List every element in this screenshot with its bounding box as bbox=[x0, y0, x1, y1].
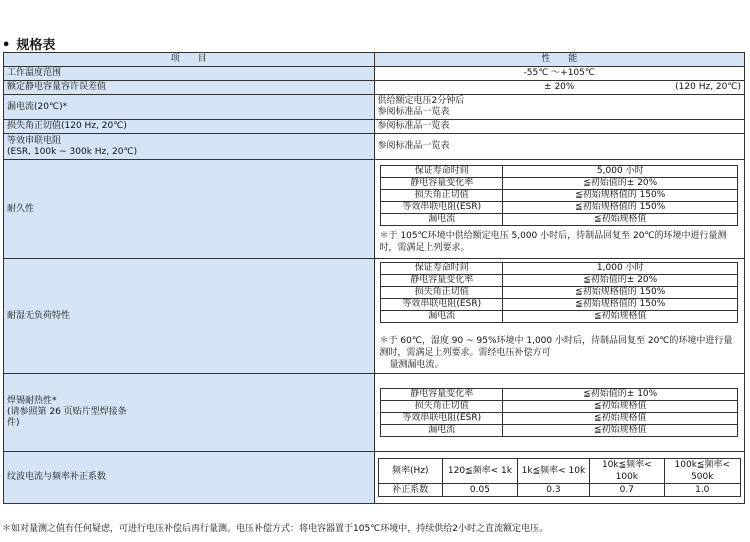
humidity-key: 等效串联电阻(ESR) bbox=[381, 298, 503, 310]
row-temp bbox=[4, 67, 745, 81]
endurance-key: 静电容量变化率 bbox=[381, 177, 503, 189]
ripple-table bbox=[378, 458, 742, 497]
bullet-icon: • bbox=[2, 38, 11, 53]
solder-value: ≦初始值的± 10% bbox=[503, 389, 738, 401]
solder-value: ≦初始规格值 bbox=[503, 413, 738, 425]
row-ripple bbox=[4, 452, 745, 504]
tolerance-value: ± 20% bbox=[544, 82, 575, 92]
solder-label-line2: (请参照第 26 页贴片型焊接条 bbox=[7, 407, 127, 417]
humidity-row bbox=[381, 310, 738, 322]
humidity-value: ≦初始规格值的 150% bbox=[503, 298, 738, 310]
row-leakage bbox=[4, 95, 745, 120]
esr-label-line1: 等效串联电阻 bbox=[7, 135, 62, 146]
humidity-table bbox=[380, 262, 738, 323]
tan-value: 参阅标准品一览表 bbox=[374, 120, 745, 134]
row-tan bbox=[4, 120, 745, 134]
endurance-row bbox=[381, 165, 738, 177]
humidity-cell bbox=[374, 259, 745, 374]
humidity-row bbox=[381, 274, 738, 286]
row-humidity bbox=[4, 259, 745, 374]
humidity-note-line2: 量测漏电流。 bbox=[389, 359, 444, 370]
esr-value: 参阅标准品一览表 bbox=[374, 134, 745, 160]
humidity-label: 耐湿无负荷特性 bbox=[4, 259, 375, 374]
temp-value: -55℃ ～+105℃ bbox=[374, 67, 745, 81]
solder-row bbox=[381, 413, 738, 425]
ripple-cell bbox=[374, 452, 745, 504]
ripple-freq-row bbox=[378, 459, 741, 484]
header-item: 项 目 bbox=[4, 53, 375, 67]
humidity-value: ≦初始规格值的 150% bbox=[503, 286, 738, 298]
section-title-text: 规格表 bbox=[16, 38, 56, 53]
ripple-freq-cell: 100k≦频率< 500k bbox=[664, 459, 740, 484]
endurance-key: 损失角正切值 bbox=[381, 189, 503, 201]
endurance-row bbox=[381, 189, 738, 201]
solder-value: ≦初始规格值 bbox=[503, 425, 738, 437]
solder-label-line1: 焊锡耐热性* bbox=[7, 396, 57, 406]
solder-key: 损失角正切值 bbox=[381, 401, 503, 413]
leakage-cell bbox=[374, 95, 745, 120]
endurance-table bbox=[380, 165, 738, 226]
solder-cell bbox=[374, 374, 745, 452]
humidity-value: 1,000 小时 bbox=[503, 262, 738, 274]
solder-key: 漏电流 bbox=[381, 425, 503, 437]
endurance-key: 等效串联电阻(ESR) bbox=[381, 201, 503, 213]
solder-row bbox=[381, 389, 738, 401]
endurance-value: ≦初始规格值的 150% bbox=[503, 189, 738, 201]
humidity-key: 静电容量变化率 bbox=[381, 274, 503, 286]
endurance-cell bbox=[374, 160, 745, 259]
ripple-coef-cell: 0.3 bbox=[517, 484, 589, 497]
header-performance: 性 能 bbox=[374, 53, 745, 67]
tolerance-cell bbox=[374, 81, 745, 95]
spec-table bbox=[3, 52, 745, 504]
esr-label bbox=[4, 134, 375, 160]
ripple-coef-cell: 0.05 bbox=[443, 484, 518, 497]
esr-label-line2: (ESR, 100k ~ 300k Hz, 20℃) bbox=[7, 146, 138, 157]
endurance-value: ≦初始规格值的 150% bbox=[503, 201, 738, 213]
row-tolerance bbox=[4, 81, 745, 95]
solder-value: ≦初始规格值 bbox=[503, 401, 738, 413]
endurance-value: ≦初始值的± 20% bbox=[503, 177, 738, 189]
solder-label-line3: 件) bbox=[7, 418, 20, 428]
ripple-coef-label: 补正系数 bbox=[378, 484, 443, 497]
ripple-coef-cell: 0.7 bbox=[590, 484, 664, 497]
ripple-freq-label: 频率(Hz) bbox=[378, 459, 443, 484]
humidity-note bbox=[378, 335, 742, 371]
solder-row bbox=[381, 401, 738, 413]
humidity-row bbox=[381, 262, 738, 274]
endurance-row bbox=[381, 213, 738, 225]
endurance-row bbox=[381, 177, 738, 189]
endurance-note: ＊于 105℃环境中供给额定电压 5,000 小时后，待制品回复至 20℃的环境中进行量测时，需满足上列要求。 bbox=[379, 230, 727, 253]
solder-table bbox=[380, 388, 738, 437]
solder-key: 等效串联电阻(ESR) bbox=[381, 413, 503, 425]
humidity-note-line1: ＊于 60℃，湿度 90 ~ 95%环境中 1,000 小时后，待制品回复至 20℃的环境中进行量测时，需满足上列要求。需经电压补偿方可 bbox=[379, 335, 733, 358]
endurance-key: 保证寿命时间 bbox=[381, 165, 503, 177]
section-title bbox=[2, 34, 55, 53]
humidity-key: 保证寿命时间 bbox=[381, 262, 503, 274]
header-row bbox=[4, 53, 745, 67]
temp-label: 工作温度范围 bbox=[4, 67, 375, 81]
ripple-freq-cell: 1k≦频率< 10k bbox=[517, 459, 589, 484]
footnote: ＊如对量测之值有任何疑虑，可进行电压补偿后再行量测。电压补偿方式：将电容器置于105℃环境中，持续供给2小时之直流额定电压。 bbox=[2, 524, 549, 534]
endurance-key: 漏电流 bbox=[381, 213, 503, 225]
row-endurance bbox=[4, 160, 745, 259]
solder-key: 静电容量变化率 bbox=[381, 389, 503, 401]
tolerance-label: 额定静电容量容许误差值 bbox=[4, 81, 375, 95]
endurance-value: ≦初始规格值 bbox=[503, 213, 738, 225]
ripple-freq-cell: 10k≦频率< 100k bbox=[590, 459, 664, 484]
row-solder bbox=[4, 374, 745, 452]
humidity-row bbox=[381, 298, 738, 310]
ripple-label: 纹波电流与频率补正系数 bbox=[4, 452, 375, 504]
humidity-key: 损失角正切值 bbox=[381, 286, 503, 298]
humidity-row bbox=[381, 286, 738, 298]
humidity-value: ≦初始规格值 bbox=[503, 310, 738, 322]
ripple-coef-cell: 1.0 bbox=[664, 484, 740, 497]
tan-label: 损失角正切值(120 Hz, 20℃) bbox=[4, 120, 375, 134]
leakage-line1: 供给额定电压2分钟后 bbox=[377, 96, 465, 106]
humidity-value: ≦初始值的± 20% bbox=[503, 274, 738, 286]
endurance-row bbox=[381, 201, 738, 213]
endurance-value: 5,000 小时 bbox=[503, 165, 738, 177]
ripple-coef-row bbox=[378, 484, 741, 497]
leakage-label: 漏电流(20℃)* bbox=[4, 95, 375, 120]
endurance-label: 耐久性 bbox=[4, 160, 375, 259]
row-esr bbox=[4, 134, 745, 160]
leakage-line2: 参阅标准品一览表 bbox=[377, 107, 450, 117]
ripple-freq-cell: 120≦频率< 1k bbox=[443, 459, 518, 484]
tolerance-cond: (120 Hz, 20℃) bbox=[675, 82, 741, 92]
solder-label bbox=[4, 374, 375, 452]
solder-row bbox=[381, 425, 738, 437]
humidity-key: 漏电流 bbox=[381, 310, 503, 322]
